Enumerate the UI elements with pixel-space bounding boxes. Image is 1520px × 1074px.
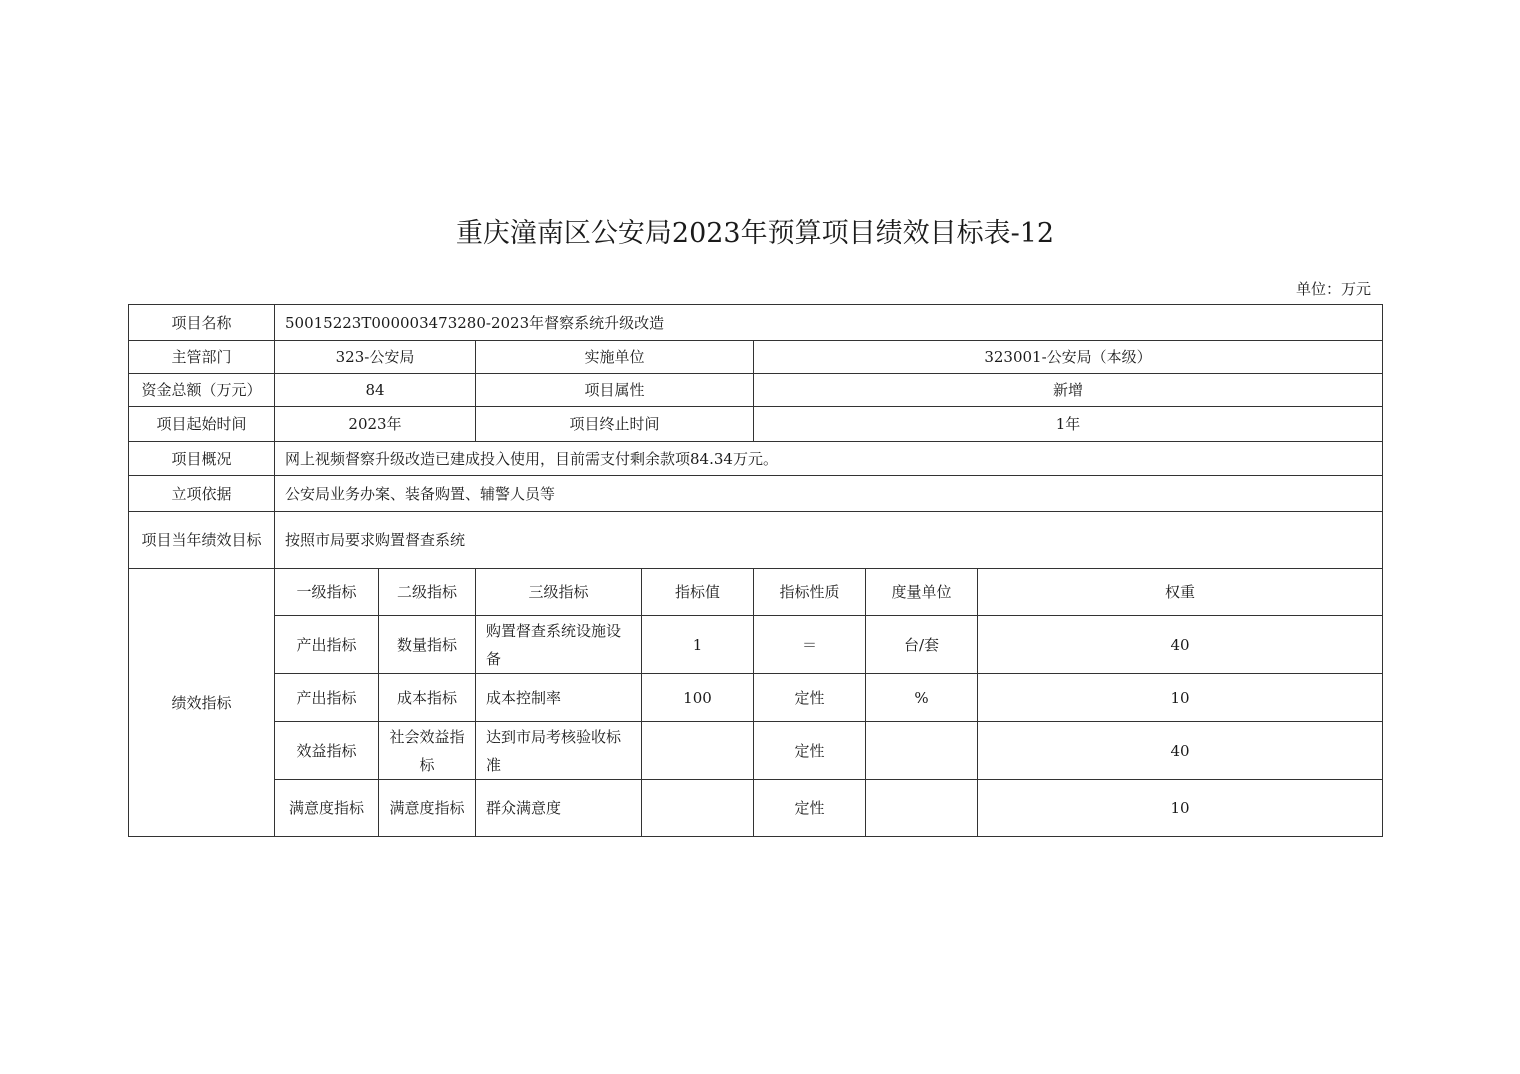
table-row xyxy=(129,674,1383,722)
table-row xyxy=(129,341,1383,374)
header-level1: 一级指标 xyxy=(275,569,379,616)
row3-l1: 效益指标 xyxy=(275,722,379,780)
row4-unit xyxy=(866,780,978,837)
basis-label: 立项依据 xyxy=(129,476,275,512)
table-row xyxy=(129,780,1383,837)
attr-value: 新增 xyxy=(754,374,1383,407)
project-name-value: 50015223T000003473280-2023年督察系统升级改造 xyxy=(275,305,1383,341)
fund-value: 84 xyxy=(275,374,476,407)
table-row xyxy=(129,305,1383,341)
row1-weight: 40 xyxy=(978,616,1383,674)
document-title: 重庆潼南区公安局2023年预算项目绩效目标表-12 xyxy=(455,218,1055,249)
fund-label: 资金总额（万元） xyxy=(129,374,275,407)
row2-l3: 成本控制率 xyxy=(476,674,642,722)
row4-l1: 满意度指标 xyxy=(275,780,379,837)
end-value: 1年 xyxy=(754,407,1383,442)
performance-target-table xyxy=(128,304,1383,837)
header-weight: 权重 xyxy=(978,569,1383,616)
header-value: 指标值 xyxy=(642,569,754,616)
row1-l3: 购置督查系统设施设备 xyxy=(476,616,642,674)
table-row xyxy=(129,722,1383,780)
overview-label: 项目概况 xyxy=(129,442,275,476)
basis-value: 公安局业务办案、装备购置、辅警人员等 xyxy=(275,476,1383,512)
row1-l2: 数量指标 xyxy=(379,616,476,674)
row4-weight: 10 xyxy=(978,780,1383,837)
row4-nature: 定性 xyxy=(754,780,866,837)
row4-l2: 满意度指标 xyxy=(379,780,476,837)
row1-l1: 产出指标 xyxy=(275,616,379,674)
row2-l1: 产出指标 xyxy=(275,674,379,722)
row3-nature: 定性 xyxy=(754,722,866,780)
row3-unit xyxy=(866,722,978,780)
goal-value: 按照市局要求购置督查系统 xyxy=(275,512,1383,569)
header-level2: 二级指标 xyxy=(379,569,476,616)
attr-label: 项目属性 xyxy=(476,374,754,407)
row3-weight: 40 xyxy=(978,722,1383,780)
project-name-label: 项目名称 xyxy=(129,305,275,341)
start-label: 项目起始时间 xyxy=(129,407,275,442)
header-unit: 度量单位 xyxy=(866,569,978,616)
table-row xyxy=(129,476,1383,512)
table-row xyxy=(129,407,1383,442)
table-header-row xyxy=(129,569,1383,616)
row4-value xyxy=(642,780,754,837)
header-nature: 指标性质 xyxy=(754,569,866,616)
table-row xyxy=(129,442,1383,476)
table-row xyxy=(129,512,1383,569)
start-value: 2023年 xyxy=(275,407,476,442)
row2-l2: 成本指标 xyxy=(379,674,476,722)
row3-value xyxy=(642,722,754,780)
goal-label: 项目当年绩效目标 xyxy=(129,512,275,569)
row1-unit: 台/套 xyxy=(866,616,978,674)
header-level3: 三级指标 xyxy=(476,569,642,616)
table-row xyxy=(129,616,1383,674)
row4-l3: 群众满意度 xyxy=(476,780,642,837)
row3-l3: 达到市局考核验收标准 xyxy=(476,722,642,780)
row2-unit: % xyxy=(866,674,978,722)
row2-nature: 定性 xyxy=(754,674,866,722)
impl-value: 323001-公安局（本级） xyxy=(754,341,1383,374)
table-row xyxy=(129,374,1383,407)
impl-label: 实施单位 xyxy=(476,341,754,374)
row1-value: 1 xyxy=(642,616,754,674)
overview-value: 网上视频督察升级改造已建成投入使用，目前需支付剩余款项84.34万元。 xyxy=(275,442,1383,476)
row2-value: 100 xyxy=(642,674,754,722)
row2-weight: 10 xyxy=(978,674,1383,722)
row3-l2: 社会效益指标 xyxy=(379,722,476,780)
dept-value: 323-公安局 xyxy=(275,341,476,374)
unit-label: 单位：万元 xyxy=(1295,280,1371,298)
perf-label: 绩效指标 xyxy=(129,569,275,837)
row1-nature: ＝ xyxy=(754,616,866,674)
dept-label: 主管部门 xyxy=(129,341,275,374)
end-label: 项目终止时间 xyxy=(476,407,754,442)
